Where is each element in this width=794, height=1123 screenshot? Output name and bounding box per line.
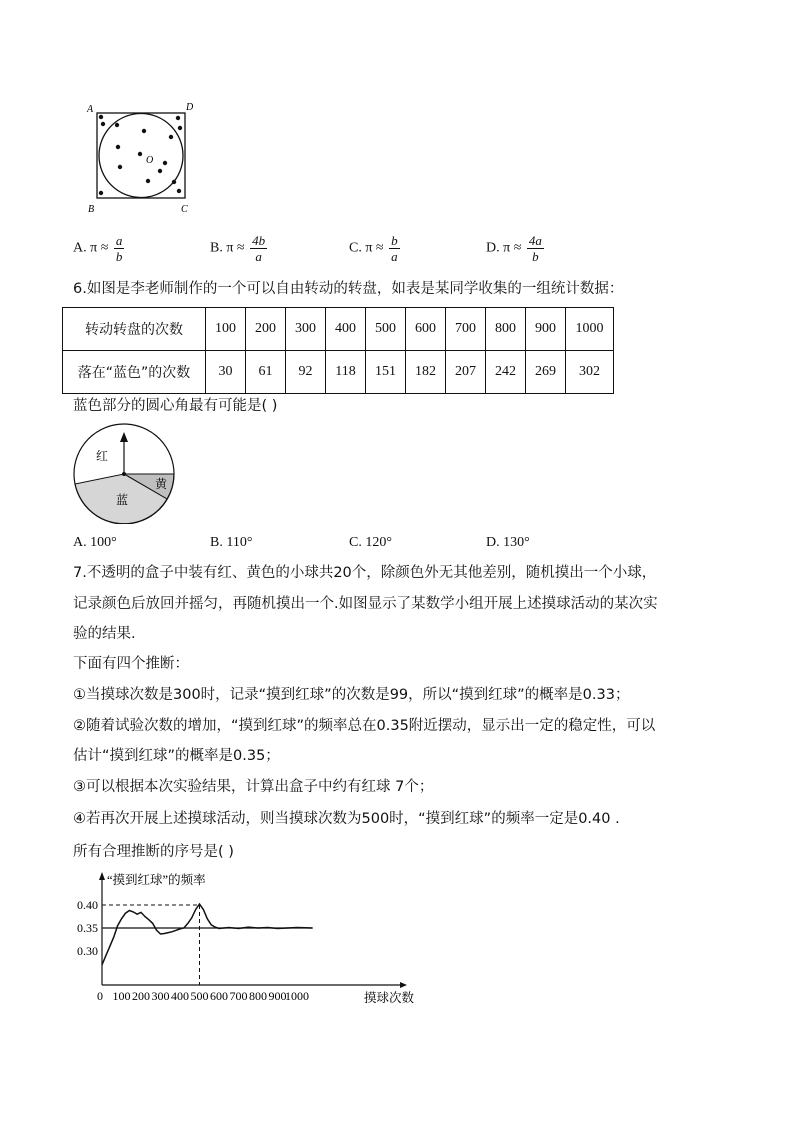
table-cell: 100 [206,308,246,351]
table-cell: 300 [286,308,326,351]
spinner-label-blue: 蓝 [116,493,129,507]
q6-option-b[interactable]: B. 110° [210,535,253,550]
fraction: $\frac{4a}{b}$ [528,233,542,264]
x-tick-label: 300 [151,989,170,1003]
spinner-label-red: 红 [96,449,109,463]
table-cell: 700 [446,308,486,351]
table-cell: 500 [366,308,406,351]
table-cell: 242 [486,351,526,394]
y-tick-label: 0.40 [77,898,98,912]
fraction: $\frac{b}{a}$ [391,233,398,264]
y-tick-label: 0.30 [77,944,98,958]
q5-option-c[interactable]: C. π ≈ $\frac{b}{a}$ [349,233,398,264]
table-cell: 30 [206,351,246,394]
q7-statement-3: ③可以根据本次实验结果，计算出盒子中约有红球 7个； [73,779,434,795]
square-circle-figure [84,100,196,218]
x-tick-label: 200 [132,989,150,1003]
table-row [63,351,614,394]
x-tick-label: 700 [229,989,248,1003]
x-axis-arrow [400,982,407,988]
q7-statement-1: ①当摸球次数是300时，记录“摸到红球”的次数是99，所以“摸到红球”的概率是0.33； [73,687,630,703]
frequency-chart [65,868,445,1010]
q7-line-3: 验的结果. [73,626,136,642]
table-cell: 302 [566,351,614,394]
table-row-header: 落在“蓝色”的次数 [63,351,206,394]
table-cell: 207 [446,351,486,394]
q7-line-4: 下面有四个推断： [73,656,189,672]
x-tick-label: 600 [210,989,228,1003]
q5-option-a[interactable]: A. π ≈ $\frac{a}{b}$ [73,233,123,264]
table-cell: 800 [486,308,526,351]
table-row [63,308,614,351]
table-cell: 900 [526,308,566,351]
label-c: C [181,204,188,215]
q7-statement-2a: ②随着试验次数的增加，“摸到红球”的频率总在0.35附近摆动，显示出一定的稳定性，可以 [73,718,656,734]
x-tick-label: 800 [249,989,267,1003]
table-cell: 182 [406,351,446,394]
q7-line-2: 记录颜色后放回并摇匀，再随机摸出一个.如图显示了某数学小组开展上述摸球活动的某次实 [73,596,658,612]
table-cell: 1000 [566,308,614,351]
y-axis-label: “摸到红球”的频率 [107,873,206,887]
fraction: $\frac{4b}{a}$ [252,233,266,264]
q7-statement-2b: 估计“摸到红球”的概率是0.35； [73,748,280,764]
q6-option-a[interactable]: A. 100° [73,535,117,550]
q6-stem: 6.如图是李老师制作的一个可以自由转动的转盘，如表是某同学收集的一组统计数据： [73,281,624,297]
y-axis-arrow [99,872,105,880]
table-cell: 269 [526,351,566,394]
label-a: A [87,104,94,115]
stats-table [62,307,614,394]
table-cell: 600 [406,308,446,351]
x-tick-label: 0 [97,989,103,1003]
table-cell: 200 [246,308,286,351]
x-tick-label: 100 [112,989,131,1003]
q7-question: 所有合理推断的序号是( ) [73,844,234,860]
x-tick-label: 400 [171,989,189,1003]
fraction: $\frac{a}{b}$ [115,233,123,264]
label-o: O [146,155,154,166]
x-axis-label: 摸球次数 [364,991,415,1005]
q5-option-b[interactable]: B. π ≈ $\frac{4b}{a}$ [210,233,266,264]
table-cell: 92 [286,351,326,394]
x-tick-label: 900 [268,989,287,1003]
q5-option-d[interactable]: D. π ≈ $\frac{4a}{b}$ [486,233,542,264]
table-cell: 400 [326,308,366,351]
q6-question: 蓝色部分的圆心角最有可能是( ) [73,398,278,414]
label-b: B [88,204,95,215]
q6-option-c[interactable]: C. 120° [349,535,392,550]
table-row-header: 转动转盘的次数 [63,308,206,351]
y-tick-label: 0.35 [77,921,98,935]
table-cell: 151 [366,351,406,394]
q7-statement-4: ④若再次开展上述摸球活动，则当摸球次数为500时，“摸到红球”的频率一定是0.40 . [73,811,620,827]
x-tick-label: 500 [190,989,209,1003]
table-cell: 118 [326,351,366,394]
q7-line-1: 7.不透明的盒子中装有红、黄色的小球共20个，除颜色外无其他差别，随机摸出一个小球， [73,565,657,581]
frequency-series-line [102,904,313,965]
x-tick-label: 1000 [285,989,309,1003]
label-d: D [186,102,194,113]
spinner-label-yellow: 黄 [155,477,168,491]
spinner-figure [70,418,178,524]
table-cell: 61 [246,351,286,394]
q6-option-d[interactable]: D. 130° [486,535,530,550]
